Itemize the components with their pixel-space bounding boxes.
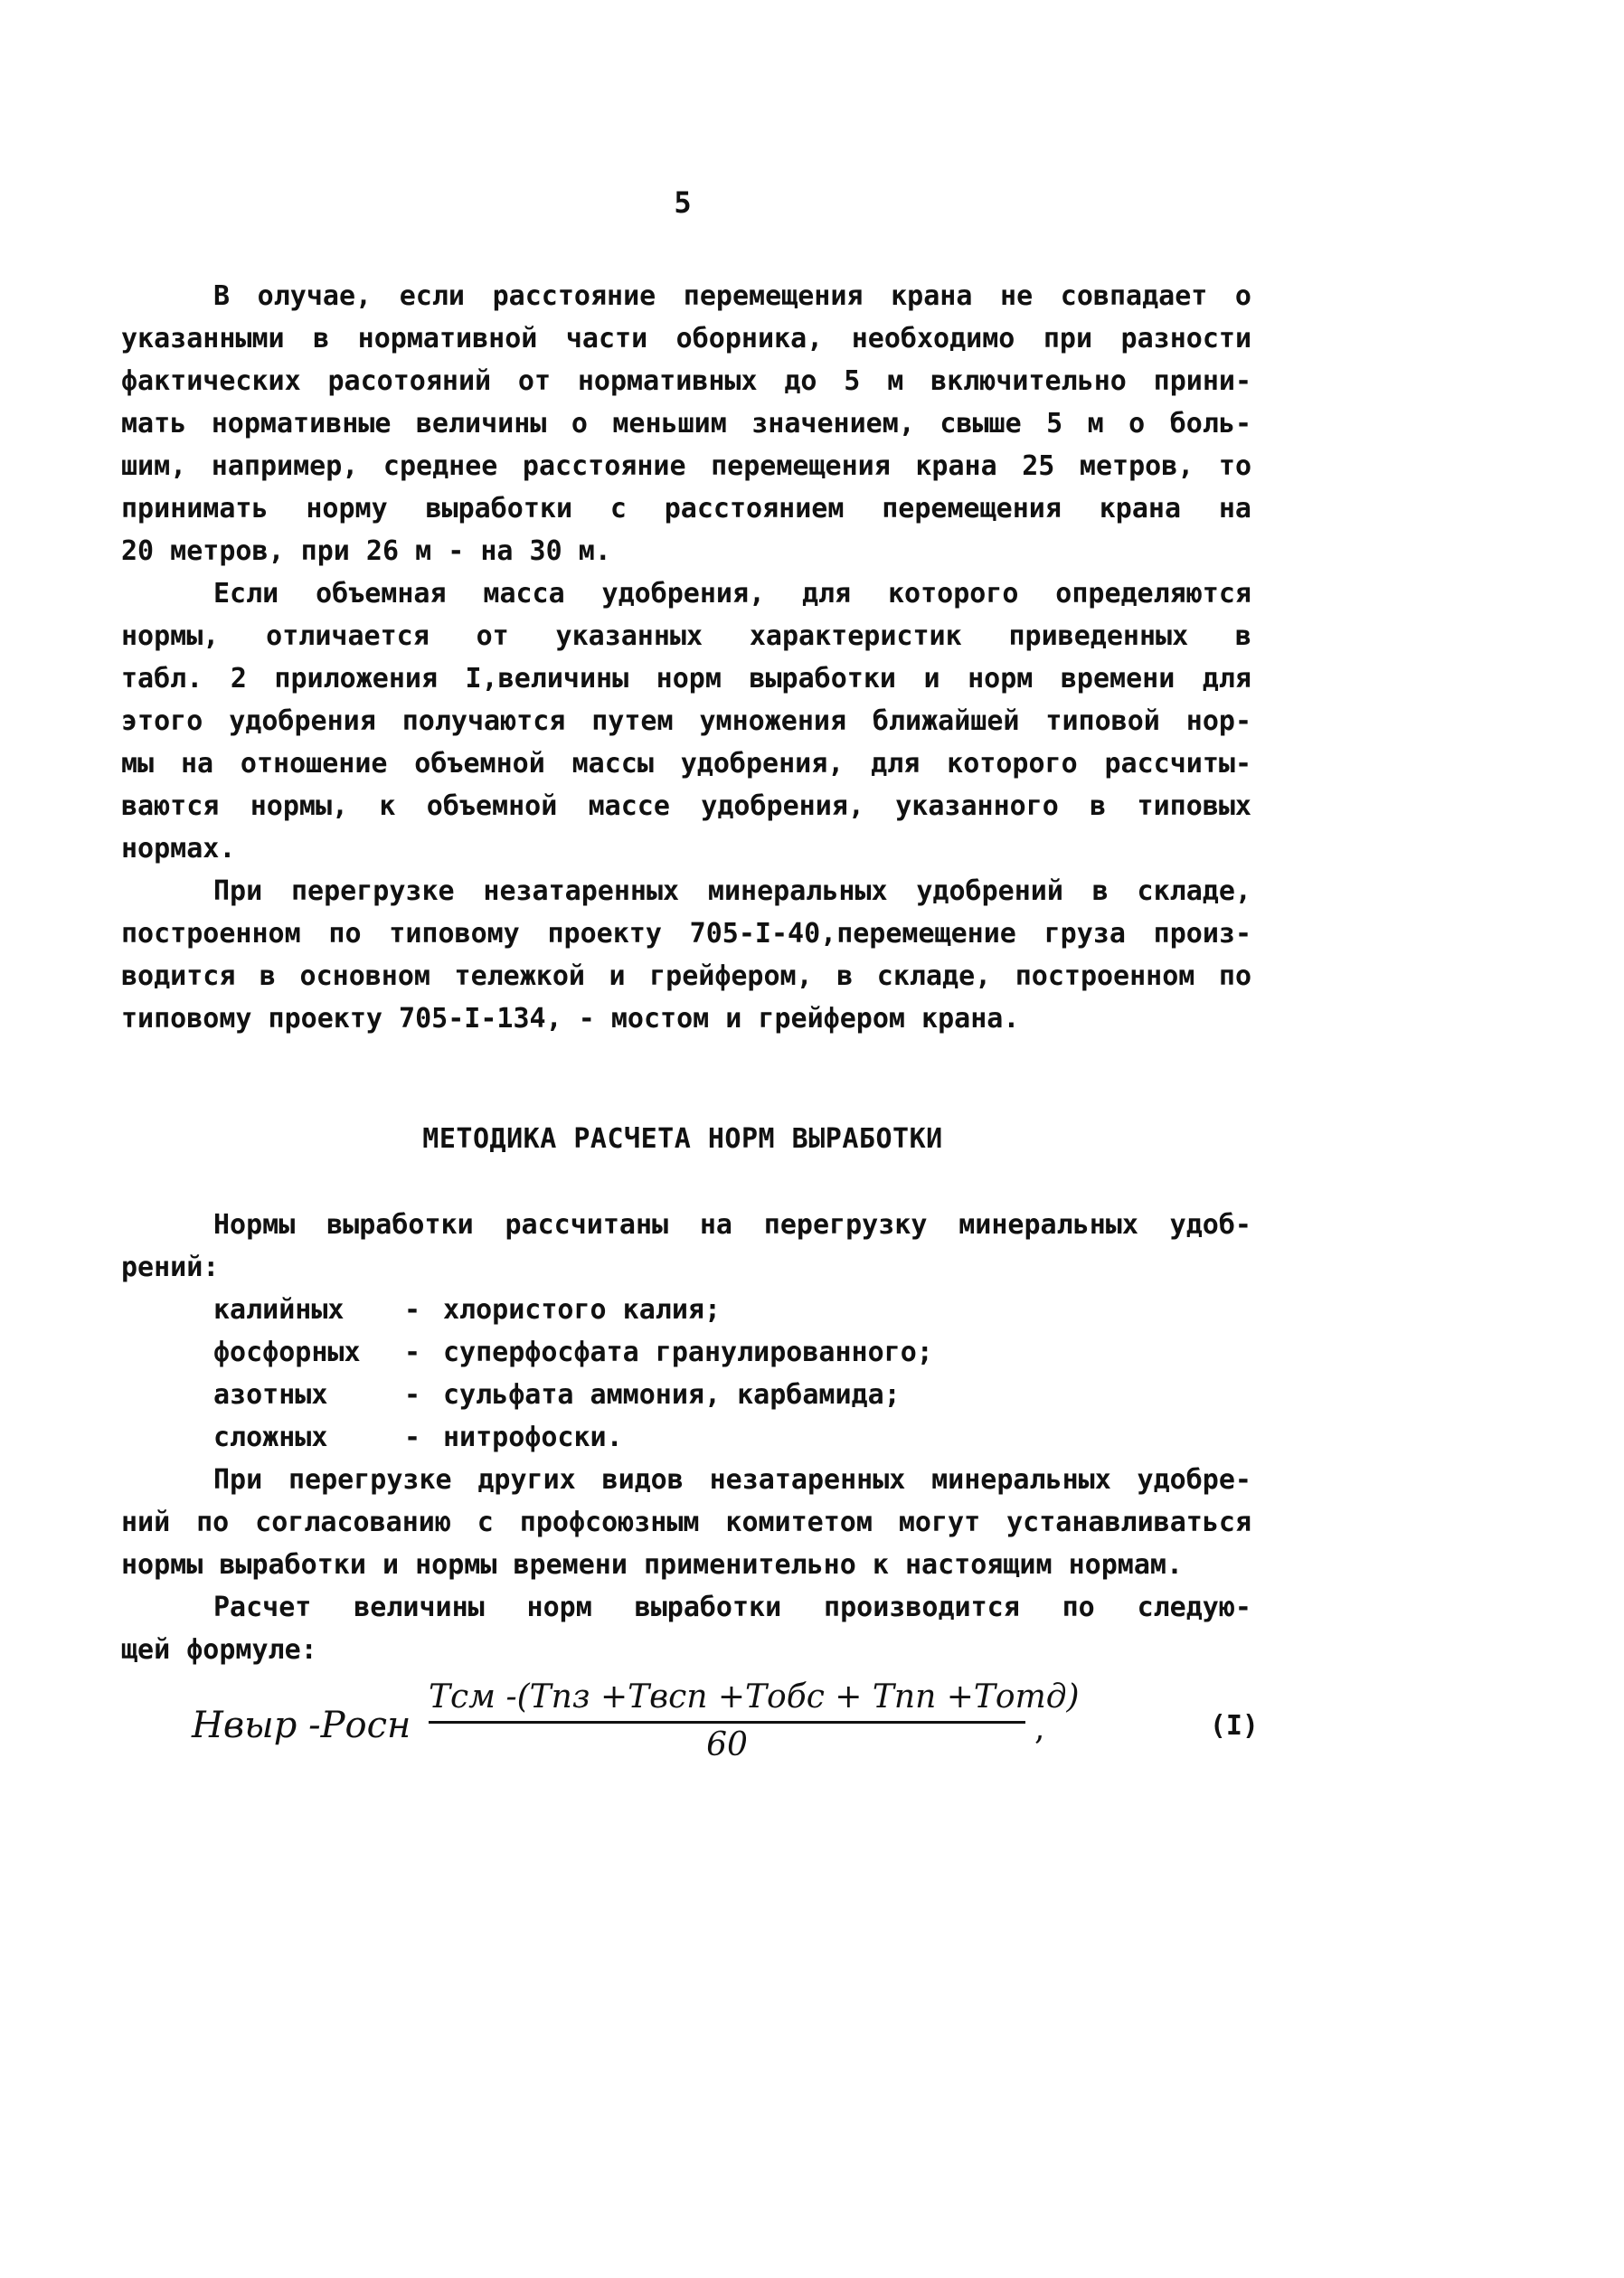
- formula-comma: ,: [1034, 1710, 1045, 1747]
- para1-line: шим, например, среднее расстояние перемещения крана 25 метров, то: [121, 450, 1251, 482]
- para4-line: рений:: [121, 1252, 220, 1283]
- para1-line: фактических расотояний от нормативных до 5 м включительно прини-: [121, 365, 1251, 397]
- list-dash: -: [403, 1294, 421, 1326]
- fertilizer-description: сульфата аммония, карбамида;: [443, 1379, 901, 1411]
- para3-line: водится в основном тележкой и грейфером, в складе, построенном по: [121, 960, 1251, 992]
- para2-line: нормах.: [121, 833, 236, 865]
- para2-line: Если объемная масса удобрения, для которого определяются: [213, 578, 1251, 610]
- page-number: 5: [674, 185, 692, 220]
- para1-line: мать нормативные величины о меньшим значением, свыше 5 м о боль-: [121, 408, 1251, 440]
- para5-line: нормы выработки и нормы времени применительно к настоящим нормам.: [121, 1549, 1183, 1581]
- para3-line: построенном по типовому проекту 705-I-40,перемещение груза произ-: [121, 918, 1251, 950]
- list-dash: -: [403, 1379, 421, 1411]
- fertilizer-type: калийных: [213, 1294, 345, 1326]
- formula-fraction: [429, 1678, 1080, 1765]
- para3-line: типовому проекту 705-I-134, - мостом и грейфером крана.: [121, 1003, 1020, 1035]
- para3-line: При перегрузке незатаренных минеральных удобрений в складе,: [213, 875, 1251, 907]
- para1-line: указанными в нормативной части оборника, необходимо при разности: [121, 323, 1251, 354]
- para1-line: В олучае, если расстояние перемещения крана не совпадает о: [213, 280, 1251, 312]
- para4-line: Нормы выработки рассчитаны на перегрузку минеральных удоб-: [213, 1209, 1251, 1241]
- fertilizer-list-item: [213, 1335, 933, 1371]
- para2-line: мы на отношение объемной массы удобрения, для которого рассчиты-: [121, 748, 1251, 780]
- fertilizer-list-item: [213, 1377, 901, 1413]
- para5-line: ний по согласованию с профсоюзным комитетом могут устанавливаться: [121, 1507, 1251, 1538]
- list-dash: -: [403, 1422, 421, 1453]
- para2-line: нормы, отличается от указанных характеристик приведенных в: [121, 620, 1251, 652]
- para1-line: 20 метров, при 26 м - на 30 м.: [121, 535, 611, 567]
- section-heading: МЕТОДИКА РАСЧЕТА НОРМ ВЫРАБОТКИ: [422, 1123, 943, 1155]
- fertilizer-description: суперфосфата гранулированного;: [443, 1337, 933, 1368]
- fertilizer-type: азотных: [213, 1379, 328, 1411]
- list-dash: -: [403, 1337, 421, 1368]
- para6-line: Расчет величины норм выработки производится по следую-: [213, 1592, 1251, 1623]
- fertilizer-type: сложных: [213, 1422, 328, 1453]
- fertilizer-description: хлористого калия;: [443, 1294, 722, 1326]
- para2-line: ваются нормы, к объемной массе удобрения, указанного в типовых: [121, 790, 1251, 822]
- fertilizer-list-item: [213, 1292, 721, 1328]
- fertilizer-type: фосфорных: [213, 1337, 361, 1368]
- formula-lhs: Нвыр -Росн: [192, 1705, 411, 1746]
- formula-number: (I): [1209, 1710, 1259, 1742]
- para2-line: табл. 2 приложения I,величины норм выработки и норм времени для: [121, 663, 1251, 695]
- formula-denominator: 60: [706, 1726, 748, 1763]
- para6-line: щей формуле:: [121, 1634, 317, 1666]
- para1-line: принимать норму выработки с расстоянием перемещения крана на: [121, 493, 1251, 525]
- para5-line: При перегрузке других видов незатаренных минеральных удобре-: [213, 1464, 1251, 1496]
- fraction-bar: [429, 1721, 1025, 1724]
- para2-line: этого удобрения получаются путем умножения ближайшей типовой нор-: [121, 705, 1251, 737]
- formula: [192, 1678, 1259, 1768]
- fertilizer-list-item: [213, 1420, 623, 1456]
- fertilizer-description: нитрофоски.: [443, 1422, 623, 1453]
- formula-numerator: Тсм -(Тпз +Твсп +Тобс + Тпп +Тотд): [429, 1678, 1080, 1716]
